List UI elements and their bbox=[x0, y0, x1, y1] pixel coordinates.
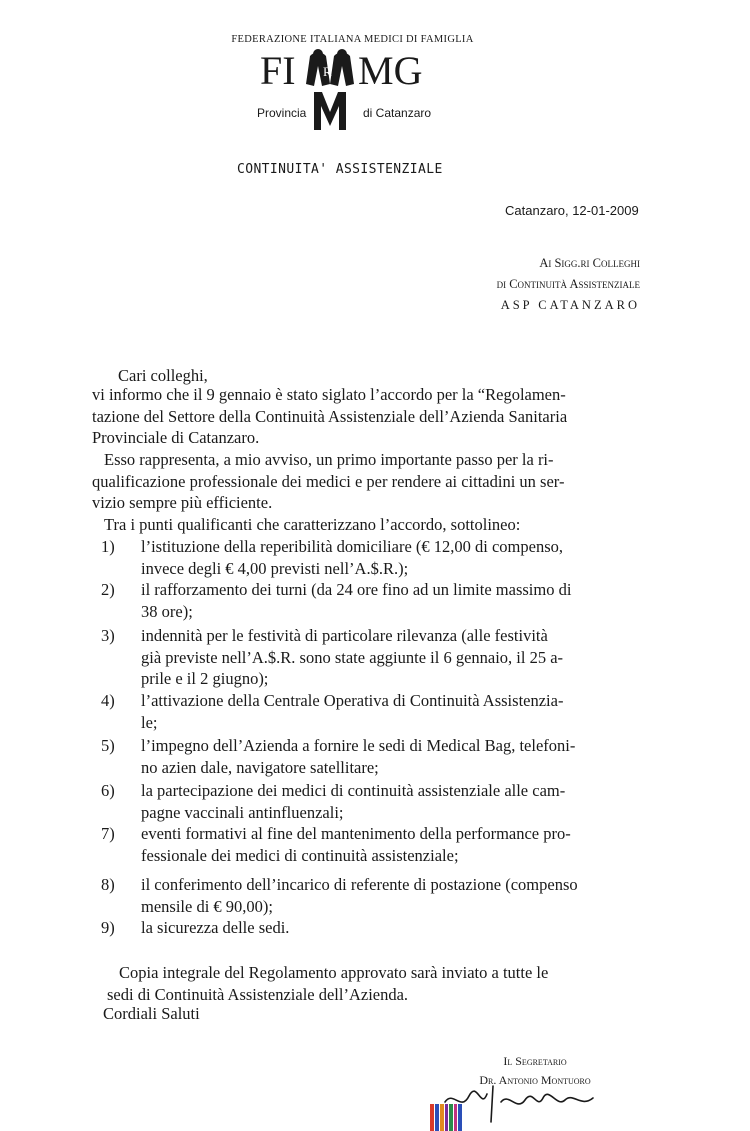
list-item-text bbox=[141, 536, 563, 579]
list-item-line: no azien dale, navigatore satellitare; bbox=[141, 757, 379, 777]
paragraph-line: vi informo che il 9 gennaio è stato siglato l’accordo per la “Regolamen- bbox=[92, 385, 566, 404]
closing-regards: Cordiali Saluti bbox=[103, 1004, 200, 1023]
addressee-line: ASP CATANZARO bbox=[500, 298, 640, 312]
paragraph-2 bbox=[92, 449, 564, 514]
list-item-line: la sicurezza delle sedi. bbox=[141, 918, 290, 937]
list-item-number: 6) bbox=[101, 781, 115, 800]
list-item-line: il rafforzamento dei turni (da 24 ore fino ad un limite massimo di bbox=[141, 580, 572, 599]
closing-paragraph bbox=[107, 962, 548, 1005]
list-item-line: fessionale dei medici di continuità assistenziale; bbox=[141, 845, 459, 865]
paragraph-line: Copia integrale del Regolamento approvato sarà inviato a tutte le bbox=[119, 963, 549, 982]
svg-text:FI: FI bbox=[260, 48, 296, 93]
list-item-line: eventi formativi al fine del mantenimento della performance pro- bbox=[141, 824, 571, 843]
list-item-number: 8) bbox=[101, 875, 115, 894]
points-intro: Tra i punti qualificanti che caratterizzano l’accordo, sottolineo: bbox=[104, 515, 521, 534]
paragraph-line: Esso rappresenta, a mio avviso, un primo importante passo per la ri- bbox=[104, 450, 554, 469]
list-item-line: prile e il 2 giugno); bbox=[141, 669, 269, 688]
document-heading: CONTINUITA' ASSISTENZIALE bbox=[237, 162, 443, 177]
list-item-number: 1) bbox=[101, 537, 115, 556]
greeting: Cari colleghi, bbox=[118, 366, 208, 385]
list-item-line: la partecipazione dei medici di continuità assistenziale alle cam- bbox=[141, 781, 566, 800]
list-item-line: indennità per le festività di particolare rilevanza (alle festività bbox=[141, 626, 548, 645]
list-item-line: già previste nell’A.$.R. sono state aggiunte il 6 gennaio, il 25 a- bbox=[141, 647, 564, 667]
signature-title: Il Segretario bbox=[503, 1054, 567, 1068]
paragraph-line: tazione del Settore della Continuità Assistenziale dell’Azienda Sanitaria bbox=[92, 406, 568, 426]
paragraph-line: Provinciale di Catanzaro. bbox=[92, 428, 260, 447]
addressee-block bbox=[497, 253, 640, 316]
paragraph-line: vizio sempre più efficiente. bbox=[92, 493, 273, 512]
list-item-line: mensile di € 90,00); bbox=[141, 896, 273, 916]
list-item-line: 38 ore); bbox=[141, 601, 193, 621]
paragraph-line: sedi di Continuità Assistenziale dell’Azienda. bbox=[107, 984, 409, 1004]
list-item-text bbox=[141, 735, 575, 778]
list-item-number: 3) bbox=[101, 626, 115, 645]
list-item-line: invece degli € 4,00 previsti nell’A.$.R.); bbox=[141, 558, 409, 578]
list-item-number: 9) bbox=[101, 918, 115, 937]
letterhead-province-name: di Catanzaro bbox=[363, 106, 432, 120]
list-item-text bbox=[141, 874, 578, 917]
paragraph-line: qualificazione professionale dei medici e per rendere ai cittadini un ser- bbox=[92, 471, 565, 491]
list-item-number: 4) bbox=[101, 691, 115, 710]
list-item-text bbox=[141, 690, 563, 733]
letterhead-federation-name: FEDERAZIONE ITALIANA MEDICI DI FAMIGLIA bbox=[231, 34, 474, 45]
list-item-line: l’attivazione della Centrale Operativa di Continuità Assistenzia- bbox=[141, 691, 564, 710]
list-item-line: il conferimento dell’incarico di referente di postazione (compenso bbox=[141, 875, 578, 894]
date-line: Catanzaro, 12-01-2009 bbox=[505, 203, 639, 218]
list-item-number: 5) bbox=[101, 736, 115, 755]
signature-name: Dr. Antonio Montuoro bbox=[479, 1073, 591, 1087]
list-item-text bbox=[141, 579, 571, 622]
addressee-line: di Continuità Assistenziale bbox=[496, 277, 640, 291]
svg-text:R: R bbox=[323, 64, 332, 79]
list-item-number: 7) bbox=[101, 824, 115, 843]
list-item-text bbox=[141, 823, 571, 866]
svg-text:MG: MG bbox=[358, 48, 423, 93]
paragraph-1 bbox=[92, 384, 567, 449]
list-item-line: le; bbox=[141, 712, 158, 732]
list-item-text bbox=[141, 625, 563, 690]
addressee-line: Ai Sigg.ri Colleghi bbox=[539, 256, 640, 270]
list-item-number: 2) bbox=[101, 580, 115, 599]
list-item-line: pagne vaccinali antinfluenzali; bbox=[141, 802, 344, 822]
letterhead-province-label: Provincia bbox=[257, 106, 307, 120]
list-item-line: l’impegno dell’Azienda a fornire le sedi di Medical Bag, telefoni- bbox=[141, 736, 576, 755]
list-item-line: l’istituzione della reperibilità domiciliare (€ 12,00 di compenso, bbox=[141, 537, 564, 556]
list-item-text bbox=[141, 780, 565, 823]
list-item-text bbox=[141, 917, 289, 939]
stamp-stripes bbox=[430, 1104, 462, 1131]
handwritten-signature bbox=[425, 1082, 630, 1131]
